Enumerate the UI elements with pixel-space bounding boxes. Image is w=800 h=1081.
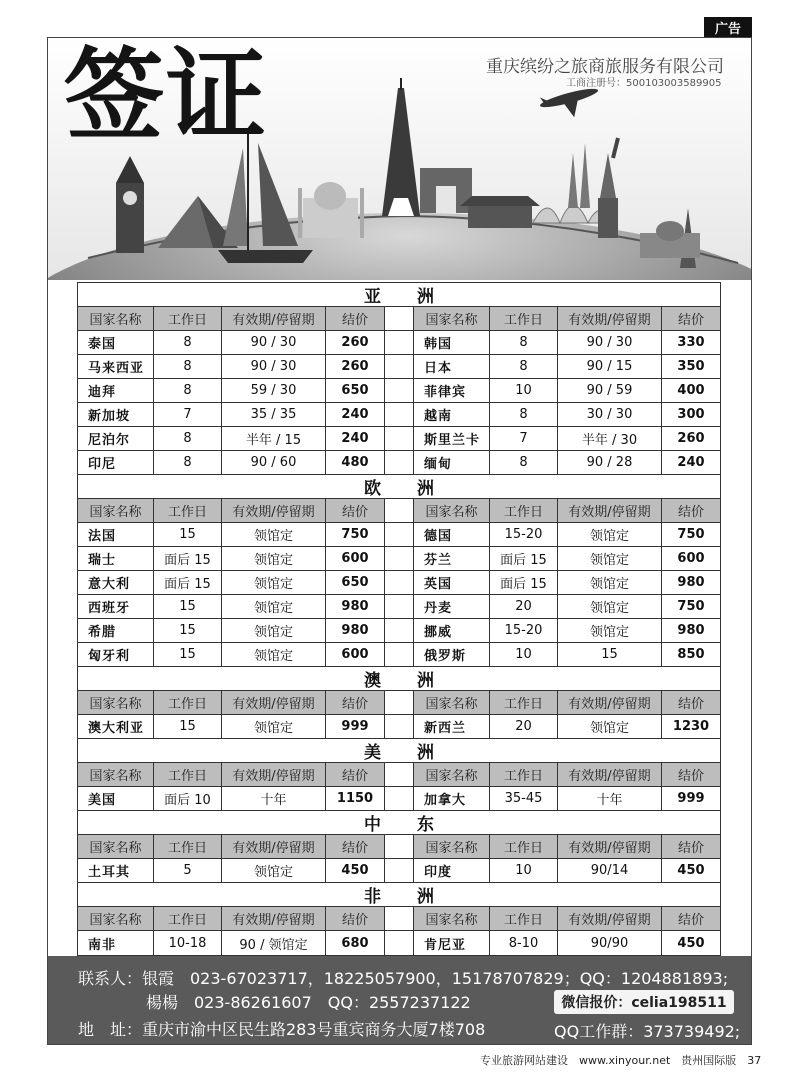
price: 750 xyxy=(677,599,705,614)
validity-stay: 领馆定 xyxy=(222,643,326,666)
column-header: 国家名称 xyxy=(414,691,490,714)
column-header: 国家名称 xyxy=(78,499,154,522)
column-divider xyxy=(384,547,414,570)
validity-stay: 90/14 xyxy=(558,859,662,882)
column-header: 工作日 xyxy=(490,763,558,786)
table-row xyxy=(78,619,720,643)
column-divider xyxy=(384,451,414,474)
country-name: 印度 xyxy=(414,859,490,882)
validity-stay: 90 / 59 xyxy=(558,379,662,402)
column-divider xyxy=(384,403,414,426)
column-header: 结价 xyxy=(326,763,384,786)
work-days: 35-45 xyxy=(490,787,558,810)
table-row xyxy=(78,523,720,547)
column-header: 有效期/停留期 xyxy=(558,835,662,858)
work-days: 7 xyxy=(490,427,558,450)
price: 450 xyxy=(677,863,705,878)
validity-stay: 领馆定 xyxy=(222,571,326,594)
work-days: 20 xyxy=(490,595,558,618)
column-header: 工作日 xyxy=(490,907,558,930)
work-days: 8 xyxy=(154,451,222,474)
column-divider xyxy=(384,571,414,594)
price: 1150 xyxy=(336,791,374,806)
company-name: 重庆缤纷之旅商旅服务有限公司 xyxy=(486,57,724,77)
work-days: 8 xyxy=(490,355,558,378)
price: 400 xyxy=(677,383,705,398)
country-name: 新加坡 xyxy=(78,403,154,426)
country-name: 瑞士 xyxy=(78,547,154,570)
column-header: 结价 xyxy=(662,499,720,522)
work-days: 15 xyxy=(154,715,222,738)
work-days: 20 xyxy=(490,715,558,738)
column-header: 国家名称 xyxy=(78,907,154,930)
column-header: 结价 xyxy=(326,499,384,522)
table-row xyxy=(78,715,720,739)
country-name: 美国 xyxy=(78,787,154,810)
work-days: 15 xyxy=(154,643,222,666)
validity-stay: 领馆定 xyxy=(222,619,326,642)
country-name: 希腊 xyxy=(78,619,154,642)
column-header: 工作日 xyxy=(490,835,558,858)
column-header: 有效期/停留期 xyxy=(222,499,326,522)
country-name: 印尼 xyxy=(78,451,154,474)
column-header: 有效期/停留期 xyxy=(222,907,326,930)
qq-group: QQ工作群：373739492; xyxy=(554,1022,741,1041)
price: 450 xyxy=(677,935,705,951)
country-name: 俄罗斯 xyxy=(414,643,490,666)
column-divider xyxy=(384,331,414,354)
country-name: 缅甸 xyxy=(414,451,490,474)
validity-stay: 领馆定 xyxy=(558,619,662,642)
table-header-row xyxy=(78,907,720,931)
table-row xyxy=(78,859,720,883)
price: 999 xyxy=(341,719,369,734)
column-header: 结价 xyxy=(326,307,384,330)
column-divider xyxy=(384,499,414,522)
region-title: 欧洲 xyxy=(78,475,720,499)
price: 650 xyxy=(341,575,369,590)
work-days: 面后 10 xyxy=(154,787,222,810)
price: 600 xyxy=(677,551,705,566)
validity-stay: 35 / 35 xyxy=(222,403,326,426)
work-days: 8-10 xyxy=(490,931,558,955)
column-header: 有效期/停留期 xyxy=(222,691,326,714)
country-name: 日本 xyxy=(414,355,490,378)
column-divider xyxy=(384,307,414,330)
column-divider xyxy=(384,715,414,738)
price: 980 xyxy=(677,575,705,590)
country-name: 尼泊尔 xyxy=(78,427,154,450)
country-name: 南非 xyxy=(78,931,154,955)
validity-stay: 领馆定 xyxy=(558,547,662,570)
validity-stay: 90 / 30 xyxy=(558,331,662,354)
country-name: 意大利 xyxy=(78,571,154,594)
contact-footer xyxy=(48,956,751,1044)
column-divider xyxy=(384,835,414,858)
validity-stay: 59 / 30 xyxy=(222,379,326,402)
validity-stay: 十年 xyxy=(558,787,662,810)
column-header: 结价 xyxy=(326,691,384,714)
column-header: 工作日 xyxy=(154,691,222,714)
column-divider xyxy=(384,691,414,714)
region-title: 澳洲 xyxy=(78,667,720,691)
work-days: 8 xyxy=(154,331,222,354)
table-row xyxy=(78,403,720,427)
column-header: 工作日 xyxy=(490,499,558,522)
contact-line-2: 楊楊 023-86261607 QQ：2557237122 xyxy=(146,993,471,1012)
work-days: 8 xyxy=(154,427,222,450)
column-header: 结价 xyxy=(326,907,384,930)
region-title: 非洲 xyxy=(78,883,720,907)
validity-stay: 90/90 xyxy=(558,931,662,955)
column-header: 结价 xyxy=(662,763,720,786)
table-header-row xyxy=(78,835,720,859)
work-days: 面后 15 xyxy=(490,547,558,570)
country-name: 越南 xyxy=(414,403,490,426)
column-header: 有效期/停留期 xyxy=(222,835,326,858)
price: 750 xyxy=(677,527,705,542)
column-header: 有效期/停留期 xyxy=(558,907,662,930)
country-name: 新西兰 xyxy=(414,715,490,738)
validity-stay: 十年 xyxy=(222,787,326,810)
column-divider xyxy=(384,907,414,930)
work-days: 15-20 xyxy=(490,523,558,546)
page-footer: 专业旅游网站建设 www.xinyour.net 贵州国际版 37 xyxy=(480,1054,762,1067)
column-divider xyxy=(384,643,414,666)
region-title: 美洲 xyxy=(78,739,720,763)
country-name: 澳大利亚 xyxy=(78,715,154,738)
country-name: 马来西亚 xyxy=(78,355,154,378)
country-name: 斯里兰卡 xyxy=(414,427,490,450)
price: 240 xyxy=(677,455,705,470)
country-name: 芬兰 xyxy=(414,547,490,570)
validity-stay: 领馆定 xyxy=(558,523,662,546)
table-row xyxy=(78,379,720,403)
validity-stay: 领馆定 xyxy=(222,523,326,546)
column-divider xyxy=(384,859,414,882)
price: 1230 xyxy=(672,719,710,734)
price: 980 xyxy=(341,623,369,638)
page-title: 签证 xyxy=(64,36,268,154)
country-name: 英国 xyxy=(414,571,490,594)
validity-stay: 领馆定 xyxy=(558,715,662,738)
column-header: 国家名称 xyxy=(78,691,154,714)
work-days: 7 xyxy=(154,403,222,426)
validity-stay: 领馆定 xyxy=(222,547,326,570)
validity-stay: 15 xyxy=(558,643,662,666)
table-row xyxy=(78,331,720,355)
work-days: 面后 15 xyxy=(490,571,558,594)
table-header-row xyxy=(78,763,720,787)
column-divider xyxy=(384,355,414,378)
price: 260 xyxy=(341,335,369,350)
country-name: 丹麦 xyxy=(414,595,490,618)
column-header: 结价 xyxy=(662,691,720,714)
column-header: 结价 xyxy=(326,835,384,858)
column-header: 国家名称 xyxy=(414,307,490,330)
table-row xyxy=(78,595,720,619)
price: 260 xyxy=(677,431,705,446)
work-days: 8 xyxy=(154,379,222,402)
price: 980 xyxy=(677,623,705,638)
visa-price-table xyxy=(77,282,721,956)
column-header: 结价 xyxy=(662,907,720,930)
table-header-row xyxy=(78,499,720,523)
column-divider xyxy=(384,787,414,810)
column-divider xyxy=(384,427,414,450)
column-header: 有效期/停留期 xyxy=(558,691,662,714)
column-header: 工作日 xyxy=(154,499,222,522)
table-row xyxy=(78,787,720,811)
price: 600 xyxy=(341,647,369,662)
price: 750 xyxy=(341,527,369,542)
work-days: 10-18 xyxy=(154,931,222,955)
address: 地 址：重庆市渝中区民生路283号重宾商务大厦7楼708 xyxy=(78,1020,486,1039)
work-days: 5 xyxy=(154,859,222,882)
column-header: 工作日 xyxy=(490,691,558,714)
price: 480 xyxy=(341,455,369,470)
validity-stay: 30 / 30 xyxy=(558,403,662,426)
validity-stay: 领馆定 xyxy=(558,571,662,594)
column-header: 国家名称 xyxy=(414,907,490,930)
price: 350 xyxy=(677,359,705,374)
work-days: 15 xyxy=(154,523,222,546)
validity-stay: 领馆定 xyxy=(222,859,326,882)
region-title: 亚洲 xyxy=(78,283,720,307)
column-divider xyxy=(384,619,414,642)
registration-number: 工商注册号：500103003589905 xyxy=(566,78,722,89)
column-header: 有效期/停留期 xyxy=(222,307,326,330)
table-row xyxy=(78,427,720,451)
validity-stay: 半年 / 15 xyxy=(222,427,326,450)
country-name: 挪威 xyxy=(414,619,490,642)
country-name: 韩国 xyxy=(414,331,490,354)
price: 260 xyxy=(341,359,369,374)
work-days: 10 xyxy=(490,859,558,882)
column-header: 国家名称 xyxy=(78,835,154,858)
work-days: 10 xyxy=(490,643,558,666)
country-name: 土耳其 xyxy=(78,859,154,882)
country-name: 肯尼亚 xyxy=(414,931,490,955)
column-divider xyxy=(384,763,414,786)
column-header: 结价 xyxy=(662,835,720,858)
table-row xyxy=(78,643,720,667)
country-name: 西班牙 xyxy=(78,595,154,618)
country-name: 匈牙利 xyxy=(78,643,154,666)
column-header: 有效期/停留期 xyxy=(558,307,662,330)
work-days: 面后 15 xyxy=(154,547,222,570)
work-days: 15 xyxy=(154,595,222,618)
column-divider xyxy=(384,523,414,546)
table-row xyxy=(78,571,720,595)
price: 300 xyxy=(677,407,705,422)
country-name: 迪拜 xyxy=(78,379,154,402)
column-header: 工作日 xyxy=(154,835,222,858)
work-days: 面后 15 xyxy=(154,571,222,594)
validity-stay: 领馆定 xyxy=(558,595,662,618)
price: 650 xyxy=(341,383,369,398)
table-row xyxy=(78,451,720,475)
validity-stay: 90 / 领馆定 xyxy=(222,931,326,955)
price: 850 xyxy=(677,647,705,662)
column-header: 国家名称 xyxy=(78,763,154,786)
validity-stay: 90 / 15 xyxy=(558,355,662,378)
price: 330 xyxy=(677,335,705,350)
country-name: 德国 xyxy=(414,523,490,546)
country-name: 法国 xyxy=(78,523,154,546)
column-header: 国家名称 xyxy=(414,835,490,858)
price: 680 xyxy=(341,935,369,951)
price: 240 xyxy=(341,407,369,422)
price: 240 xyxy=(341,431,369,446)
price: 600 xyxy=(341,551,369,566)
validity-stay: 90 / 30 xyxy=(222,331,326,354)
price: 980 xyxy=(341,599,369,614)
work-days: 8 xyxy=(490,451,558,474)
table-row xyxy=(78,931,720,955)
price: 450 xyxy=(341,863,369,878)
table-header-row xyxy=(78,691,720,715)
table-row xyxy=(78,355,720,379)
validity-stay: 领馆定 xyxy=(222,715,326,738)
region-title: 中东 xyxy=(78,811,720,835)
work-days: 8 xyxy=(490,331,558,354)
country-name: 加拿大 xyxy=(414,787,490,810)
work-days: 15 xyxy=(154,619,222,642)
column-header: 国家名称 xyxy=(414,763,490,786)
work-days: 8 xyxy=(490,403,558,426)
table-row xyxy=(78,547,720,571)
validity-stay: 领馆定 xyxy=(222,595,326,618)
country-name: 泰国 xyxy=(78,331,154,354)
price: 999 xyxy=(677,791,705,806)
column-header: 工作日 xyxy=(154,307,222,330)
column-header: 国家名称 xyxy=(78,307,154,330)
ad-tag: 广告 xyxy=(704,17,752,37)
column-divider xyxy=(384,595,414,618)
column-header: 有效期/停留期 xyxy=(222,763,326,786)
work-days: 15-20 xyxy=(490,619,558,642)
column-header: 国家名称 xyxy=(414,499,490,522)
validity-stay: 90 / 30 xyxy=(222,355,326,378)
wechat-badge: 微信报价：celia198511 xyxy=(554,990,734,1014)
column-divider xyxy=(384,379,414,402)
column-header: 有效期/停留期 xyxy=(558,763,662,786)
column-header: 结价 xyxy=(662,307,720,330)
country-name: 菲律宾 xyxy=(414,379,490,402)
column-header: 工作日 xyxy=(154,763,222,786)
column-header: 工作日 xyxy=(490,307,558,330)
column-divider xyxy=(384,931,414,955)
column-header: 工作日 xyxy=(154,907,222,930)
column-header: 有效期/停留期 xyxy=(558,499,662,522)
validity-stay: 半年 / 30 xyxy=(558,427,662,450)
validity-stay: 90 / 28 xyxy=(558,451,662,474)
work-days: 8 xyxy=(154,355,222,378)
contact-line-1: 联系人：银霞 023-67023717，18225057900，15178707829；QQ：1204881893; xyxy=(78,969,729,988)
work-days: 10 xyxy=(490,379,558,402)
validity-stay: 90 / 60 xyxy=(222,451,326,474)
table-header-row xyxy=(78,307,720,331)
